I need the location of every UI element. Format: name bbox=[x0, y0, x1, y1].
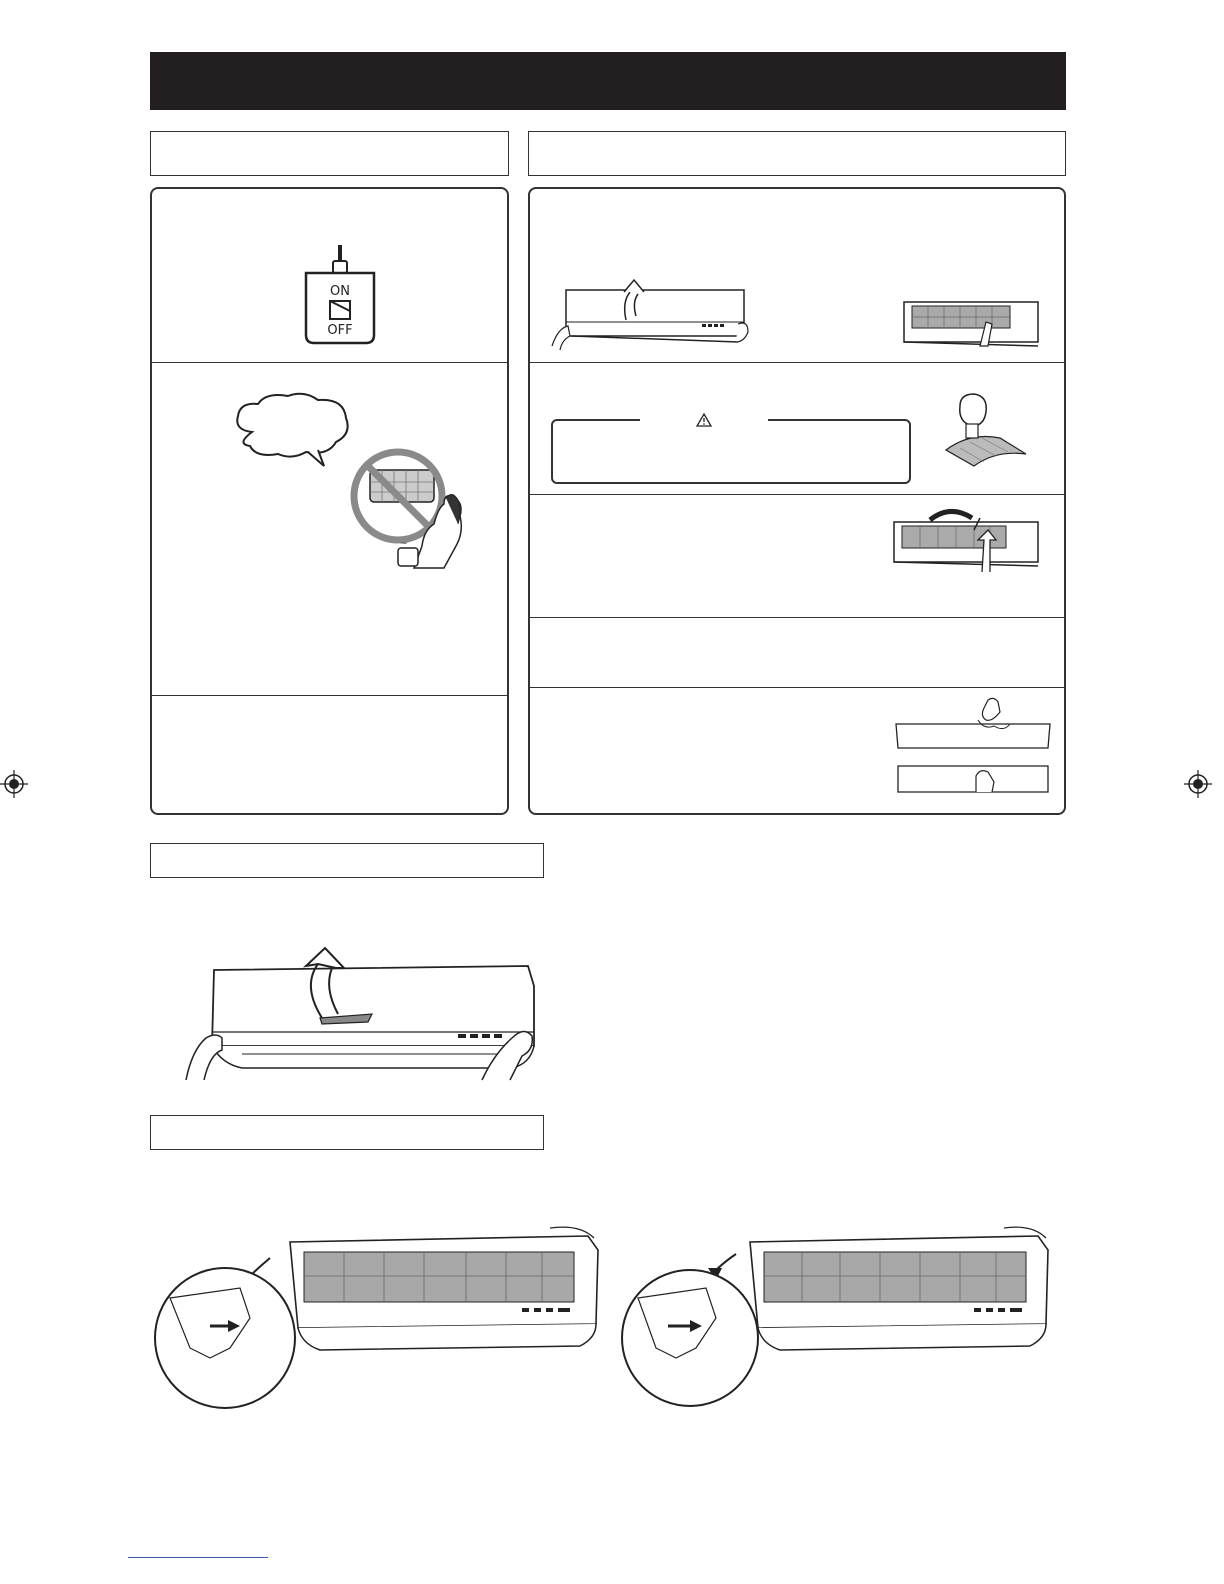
filter-removal-left-illustration bbox=[150, 1228, 610, 1408]
power-switch-illustration bbox=[300, 245, 380, 347]
lower-section-header-2 bbox=[150, 1115, 544, 1150]
open-front-panel-illustration bbox=[182, 946, 544, 1082]
right-panel-divider-4 bbox=[528, 687, 1066, 688]
remove-filter-small-illustration bbox=[900, 296, 1042, 352]
switch-off-label: OFF bbox=[327, 323, 353, 338]
reattach-filter-illustration bbox=[890, 510, 1042, 576]
svg-text:~: ~ bbox=[400, 539, 408, 549]
page-title-bar bbox=[150, 52, 1066, 110]
right-panel-divider-2 bbox=[528, 494, 1066, 495]
right-panel-divider-3 bbox=[528, 617, 1066, 618]
right-section-header bbox=[528, 131, 1066, 176]
lower-section-header-1 bbox=[150, 843, 544, 878]
page-title bbox=[150, 68, 166, 93]
warning-triangle-icon bbox=[696, 413, 712, 427]
do-not-touch-illustration bbox=[352, 450, 467, 570]
open-front-panel-small-illustration bbox=[552, 282, 748, 350]
wash-front-panel-illustration bbox=[894, 696, 1054, 800]
caution-label bbox=[640, 412, 768, 428]
left-panel-divider-2 bbox=[150, 695, 509, 696]
registration-mark-icon bbox=[1184, 770, 1212, 798]
left-section-header bbox=[150, 131, 509, 176]
caution-box bbox=[551, 419, 911, 484]
vacuum-filter-illustration bbox=[940, 392, 1032, 470]
filter-removal-right-illustration bbox=[620, 1228, 1060, 1408]
footer-line bbox=[128, 1557, 268, 1558]
left-panel-divider-1 bbox=[150, 362, 509, 363]
right-panel-divider-1 bbox=[528, 362, 1066, 363]
switch-on-label: ON bbox=[330, 284, 350, 299]
speech-cloud bbox=[232, 392, 352, 470]
registration-mark-icon bbox=[0, 770, 28, 798]
